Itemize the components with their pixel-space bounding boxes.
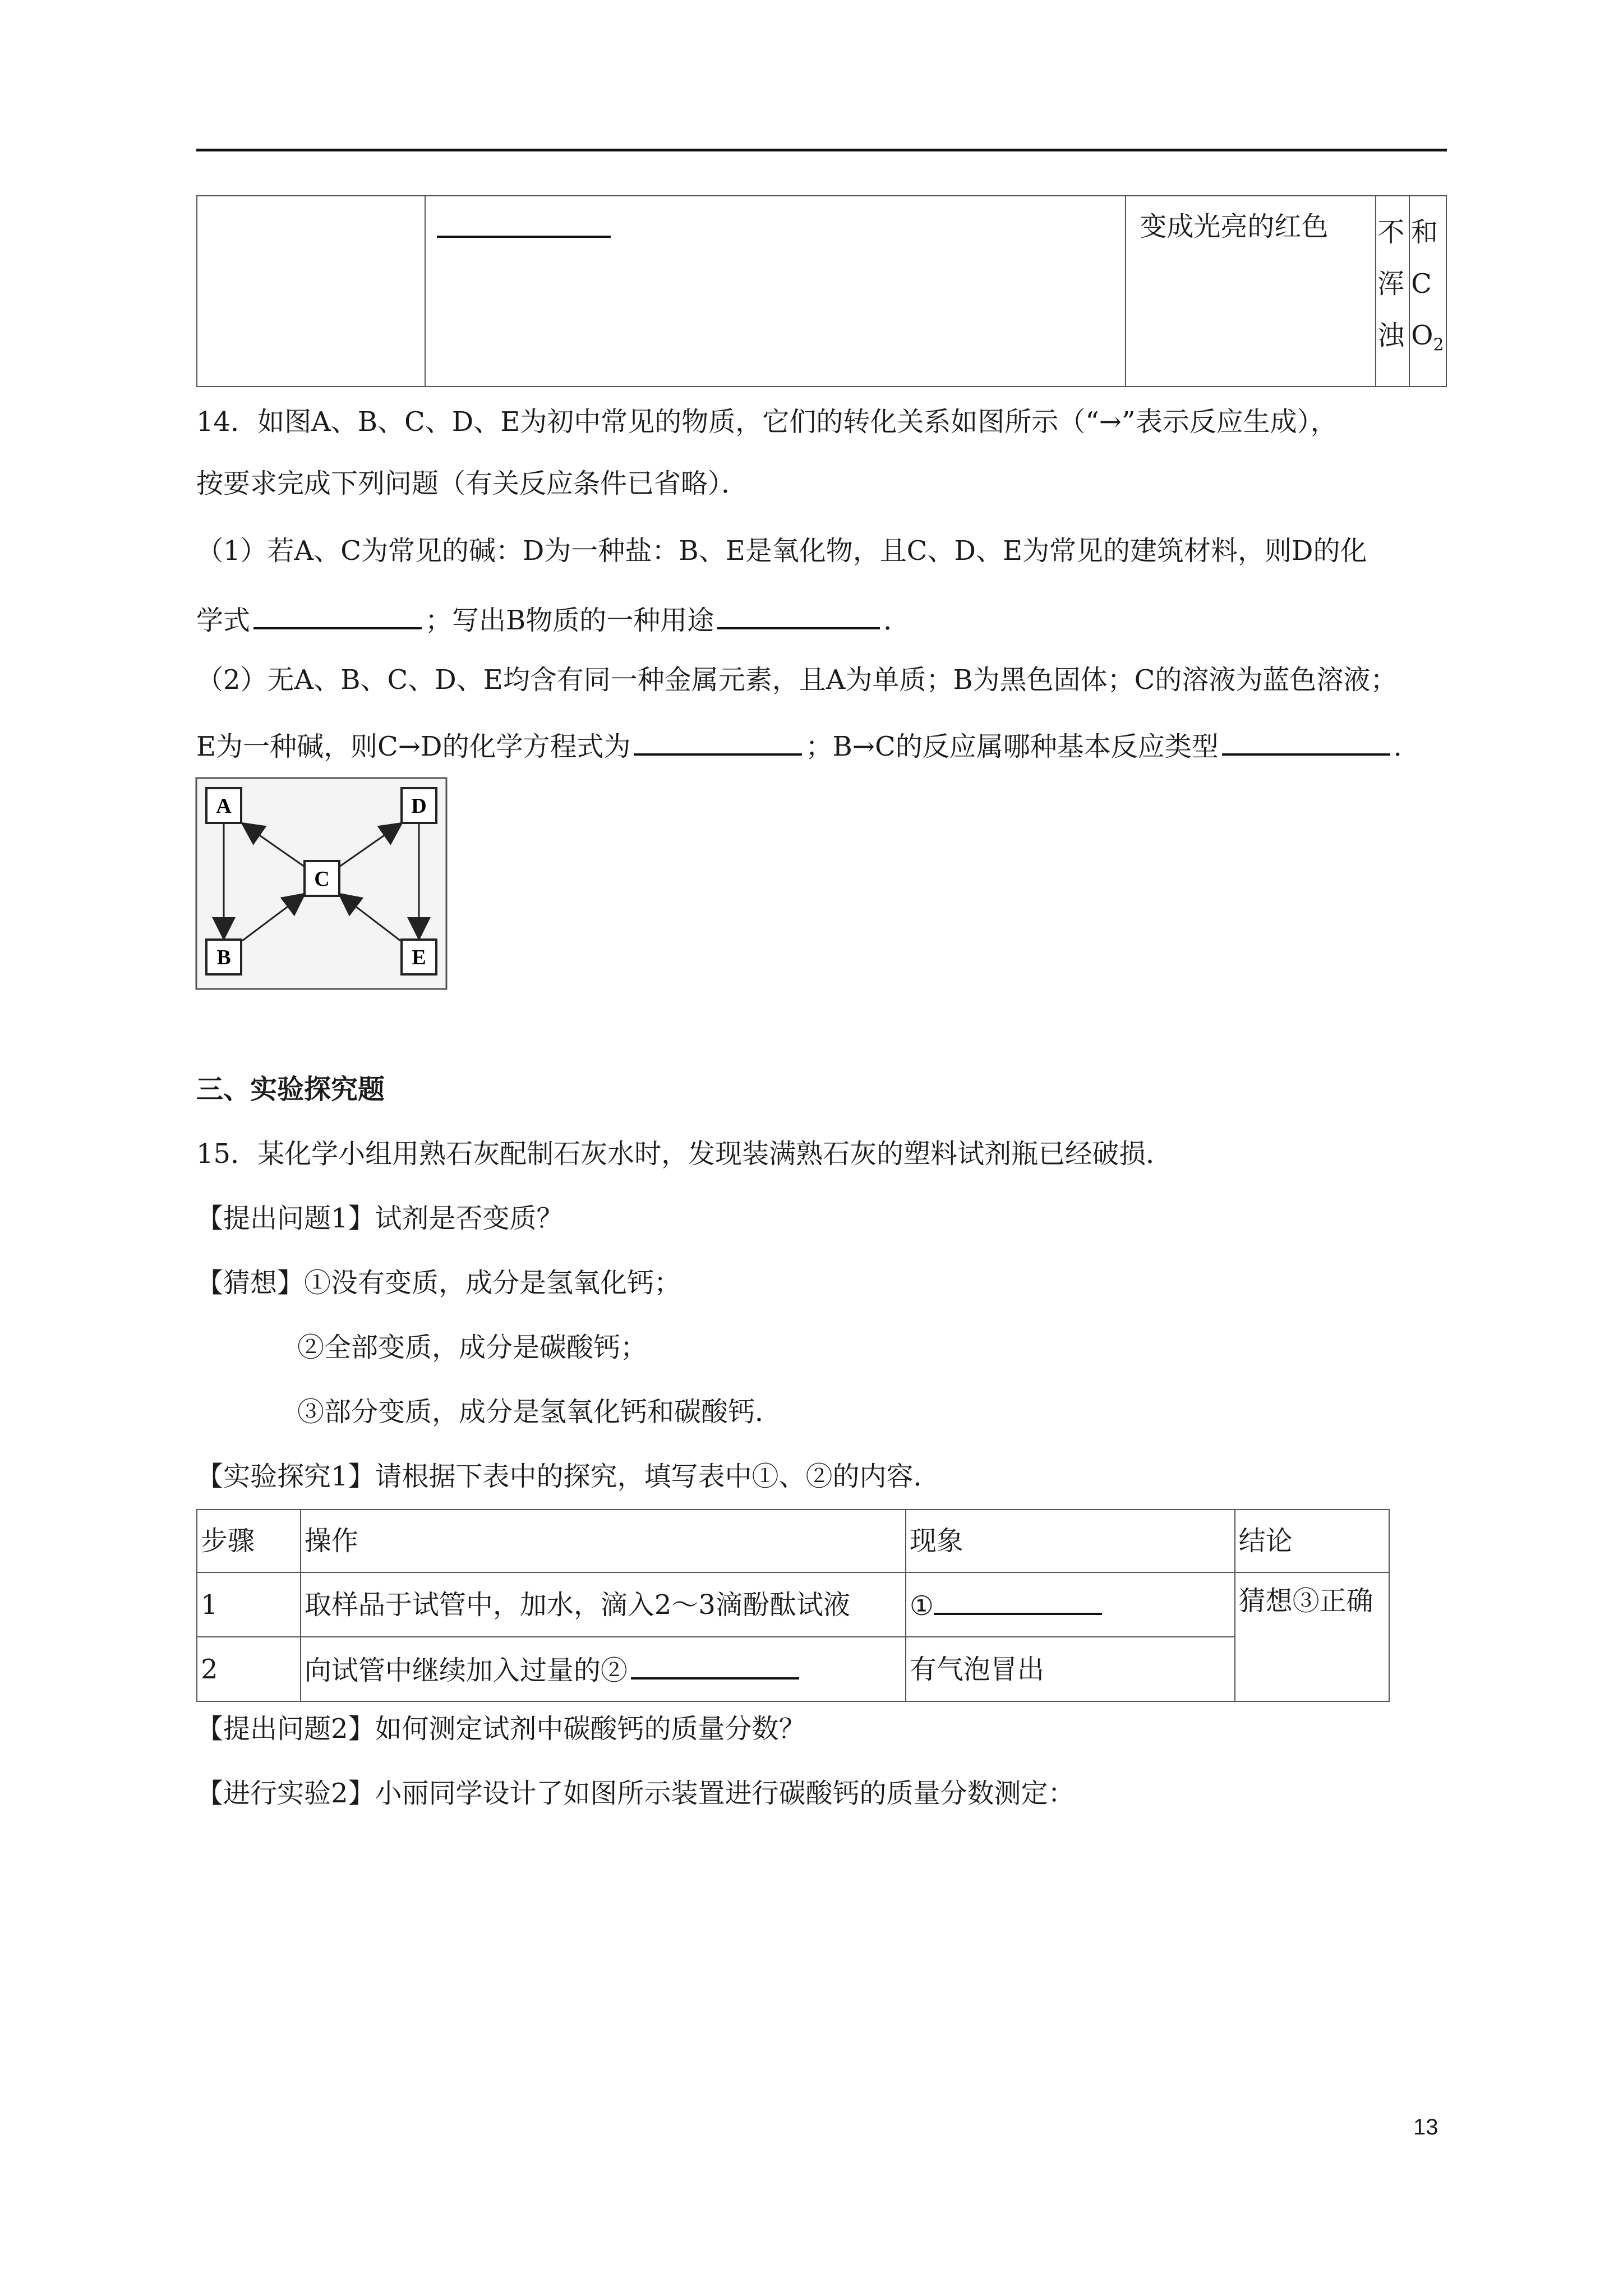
header-rule [196, 149, 1447, 151]
answer-blank-equation[interactable] [634, 726, 802, 756]
node-d-label: D [411, 794, 427, 818]
q15-experiment2: 【进行实验2】小丽同学设计了如图所示装置进行碳酸钙的质量分数测定： [196, 1778, 1075, 1809]
answer-blank[interactable] [437, 209, 611, 238]
q14-part2-line2 [196, 726, 1421, 765]
q14-text: ；B→C的反应属哪种基本反应类型 [805, 731, 1219, 762]
q15-guess3: ③部分变质，成分是氢氧化钙和碳酸钙． [297, 1396, 782, 1428]
co2-text: 和CO [1411, 217, 1438, 351]
top-table-cell-1 [197, 196, 425, 386]
node-a-label: A [216, 794, 232, 818]
table-header-phenomenon: 现象 [906, 1510, 1235, 1572]
q14-line2: 按要求完成下列问题（有关反应条件已省略）． [196, 468, 749, 499]
table-header-conclusion: 结论 [1235, 1510, 1389, 1572]
q14-text: E为一种碱，则C→D的化学方程式为 [196, 731, 631, 762]
answer-blank-reagent[interactable] [631, 1650, 799, 1680]
q14-part1-line2 [196, 600, 910, 638]
q14-text: ． [1393, 731, 1421, 762]
top-table-cell-4 [1376, 196, 1409, 386]
node-e-label: E [412, 946, 426, 969]
answer-blank-reaction-type[interactable] [1222, 726, 1390, 756]
q15-intro: 15．某化学小组用熟石灰配制石灰水时，发现装满熟石灰的塑料试剂瓶已经破损． [196, 1138, 1173, 1170]
q14-text: 学式 [196, 605, 251, 636]
q15-question1: 【提出问题1】试剂是否变质？ [196, 1203, 564, 1234]
q15-guess2: ②全部变质，成分是碳酸钙； [297, 1332, 648, 1363]
q14-text: ；写出B物质的一种用途 [425, 605, 714, 636]
q14-text: ． [883, 605, 911, 636]
top-table-cell-2 [425, 196, 1126, 386]
q15-question2: 【提出问题2】如何测定试剂中碳酸钙的质量分数？ [196, 1713, 806, 1745]
section-title: 三、实验探究题 [196, 1074, 385, 1105]
node-c-label: C [314, 867, 330, 891]
co2-subscript: 2 [1433, 335, 1444, 355]
q15-experiment1: 【实验探究1】请根据下表中的探究，填写表中①、②的内容． [196, 1461, 940, 1492]
node-b-label: B [216, 946, 231, 969]
table-cell-operation: 取样品于试管中，加水，滴入2～3滴酚酞试液 [301, 1572, 906, 1637]
top-table-char: 不 [1377, 217, 1405, 248]
q14-part2-line1: （2）无A、B、C、D、E均含有同一种金属元素，且A为单质；B为黑色固体；C的溶液为蓝色溶液； [196, 664, 1398, 696]
top-table-char: 浊 [1377, 320, 1405, 351]
table-cell-conclusion: 猜想③正确 [1235, 1572, 1389, 1701]
conversion-diagram [195, 777, 448, 990]
table-cell-operation [301, 1637, 906, 1701]
table-header-operation: 操作 [301, 1510, 906, 1572]
q14-part1-line1: （1）若A、C为常见的碱：D为一种盐：B、E是氧化物，且C、D、E为常见的建筑材料，则D的化 [196, 535, 1367, 567]
top-table-cell-3: 变成光亮的红色 [1126, 196, 1376, 386]
table-cell-step: 1 [197, 1572, 301, 1637]
q15-guess1: 【猜想】①没有变质，成分是氢氧化钙； [196, 1267, 681, 1299]
page-number: 13 [1413, 2115, 1438, 2139]
answer-blank-b-use[interactable] [717, 600, 880, 629]
answer-blank-phenomenon[interactable] [934, 1586, 1102, 1615]
table-header-step: 步骤 [197, 1510, 301, 1572]
table-cell-step: 2 [197, 1637, 301, 1701]
experiment-table [196, 1509, 1390, 1702]
top-table [196, 195, 1447, 387]
answer-blank-d-formula[interactable] [253, 600, 422, 629]
operation-text: 向试管中继续加入过量的② [304, 1654, 628, 1686]
q14-line1: 14．如图A、B、C、D、E为初中常见的物质，它们的转化关系如图所示（“→”表示反应生成）， [196, 406, 1338, 438]
table-cell-phenomenon [906, 1572, 1235, 1637]
table-cell-phenomenon: 有气泡冒出 [906, 1637, 1235, 1701]
circled-one: ① [909, 1590, 934, 1622]
top-table-cell-5 [1409, 196, 1446, 386]
top-table-char: 浑 [1377, 268, 1405, 300]
